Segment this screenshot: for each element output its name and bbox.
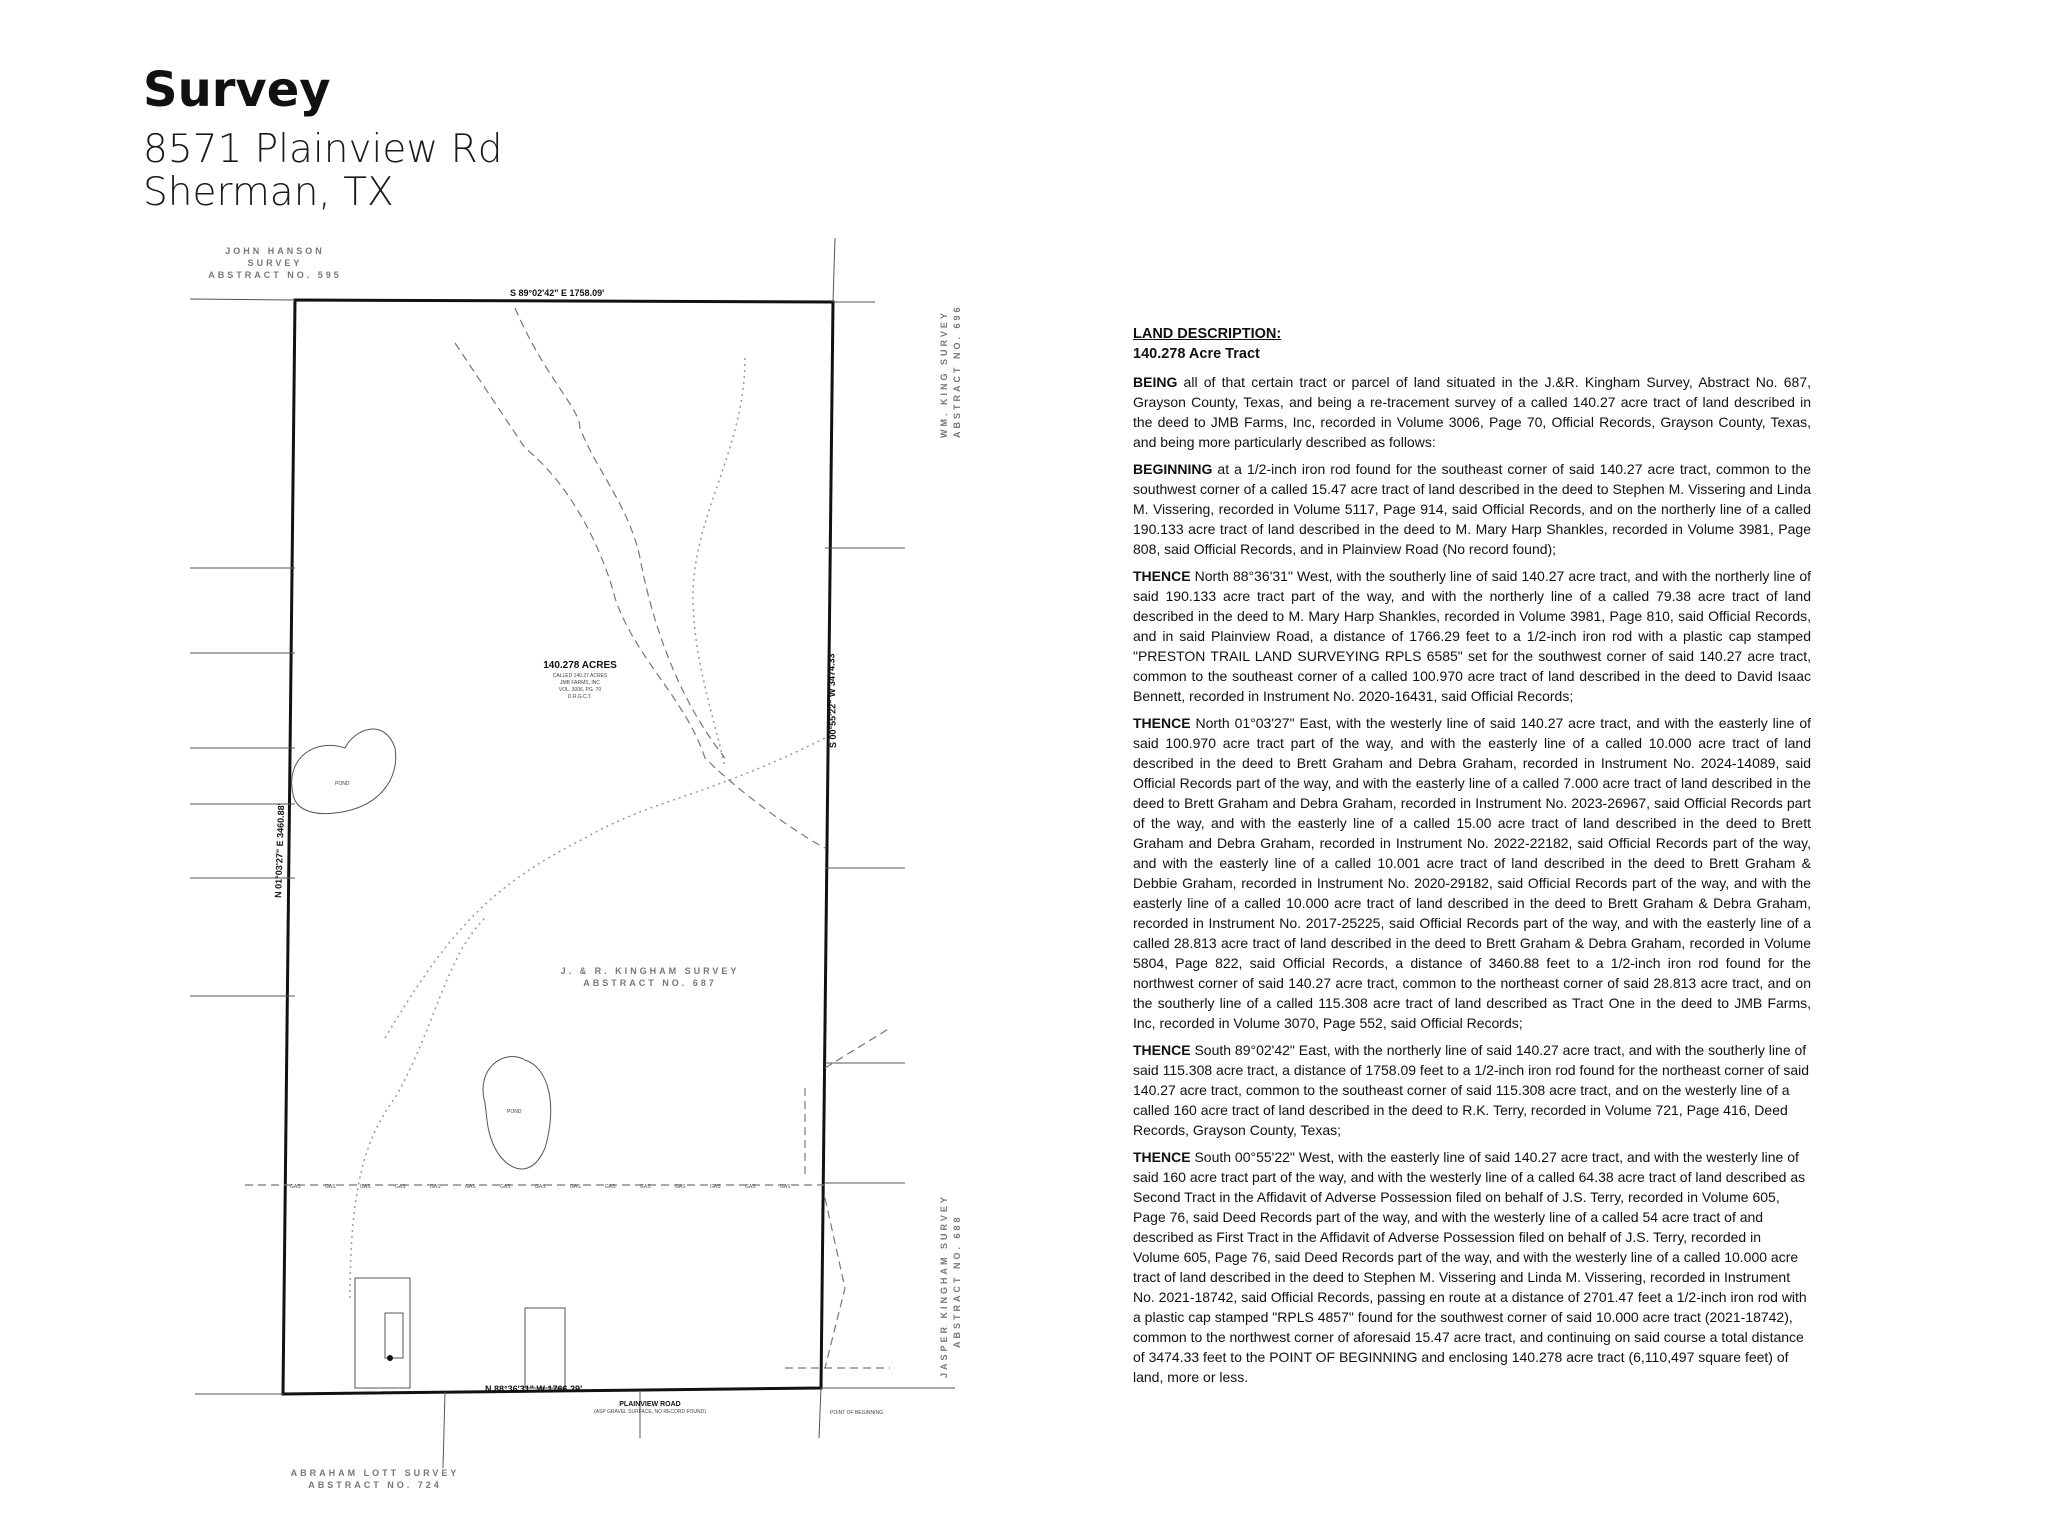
survey-label-john-hanson [208, 246, 342, 280]
svg-text:ABSTRACT NO. 595: ABSTRACT NO. 595 [208, 270, 342, 280]
svg-text:GAS: GAS [745, 1184, 756, 1190]
svg-text:GAS: GAS [360, 1184, 371, 1190]
address-city: Sherman, TX [143, 170, 394, 215]
svg-text:J. & R. KINGHAM SURVEY: J. & R. KINGHAM SURVEY [560, 966, 740, 976]
svg-text:GAS: GAS [325, 1184, 336, 1190]
bearing-south: N 88°36'31" W 1766.29' [485, 1384, 583, 1394]
address-street: 8571 Plainview Rd [143, 127, 503, 172]
point-of-beginning-label: POINT OF BEGINNING [830, 1410, 883, 1416]
paragraph-being: BEING all of that certain tract or parcel of land situated in the J.&R. Kingham Survey, Abstract No. 687, Grayson County, Texas, and being a re-tracement survey of a called 140.27 acre tract of land described in the deed to JMB Farms, Inc, recorded in Volume 3006, Page 70, Official Records, Grayson County, Texas, and being more particularly described as follows: [1133, 374, 1811, 450]
property-address [143, 128, 503, 214]
tract-acres-label: 140.278 ACRES [543, 660, 617, 671]
svg-text:GAS: GAS [605, 1184, 616, 1190]
tract-sub-labels [553, 673, 608, 700]
svg-text:JOHN HANSON: JOHN HANSON [225, 246, 325, 256]
svg-text:SURVEY: SURVEY [247, 258, 303, 268]
svg-text:ABRAHAM LOTT SURVEY: ABRAHAM LOTT SURVEY [290, 1468, 460, 1478]
svg-text:ABSTRACT NO. 696: ABSTRACT NO. 696 [952, 304, 962, 438]
survey-label-jasper-kingham [939, 1194, 962, 1378]
svg-text:GAS: GAS [290, 1184, 301, 1190]
paragraph-thence-3: THENCE South 89°02'42" East, with the northerly line of said 140.27 acre tract, and with the southerly line of said 115.308 acre tract, a distance of 1758.09 feet to a 1/2-inch iron rod found for the northeast corner of said 140.27 acre tract, common to the southeast corner of said 115.308 acre tract, and on the westerly line of a called 160 acre tract of land described in the deed to R.K. Terry, recorded in Volume 721, Page 416, Deed Records, Grayson County, Texas; [1133, 1042, 1810, 1138]
land-description-subheading: 140.278 Acre Tract [1133, 346, 1260, 362]
svg-text:JMB FARMS, INC: JMB FARMS, INC [559, 680, 601, 686]
svg-text:CALLED 140.27 ACRES: CALLED 140.27 ACRES [552, 673, 608, 679]
paragraph-thence-2: THENCE North 01°03'27" East, with the westerly line of said 140.27 acre tract, and with the easterly line of said 100.970 acre tract part of the way, and with the easterly line of a called 10.000 acre tract of land described in the deed to Brett Graham and Debra Graham, recorded in Instrument No. 2024-14089, said Official Records part of the way, and with the easterly line of a called 7.000 acre tract of land described in the deed to Brett Graham and Debra Graham, recorded in Instrument No. 2023-26967, said Official Records part of the way, and with the easterly line of a called 15.00 acre tract of land described in the deed to Brett Graham and Debra Graham, recorded in Instrument No. 2022-22182, said Official Records part of the way, and with the easterly line of a called 10.001 acre tract of land described in the deed to Brett Graham & Debbie Graham, recorded in Instrument No. 2020-29182, said Official Records part of the way, and with the easterly line of a called 10.000 acre tract of land described in the deed to Brett Graham & Debra Graham, recorded in Instrument No. 2017-25225, said Official Records part of the way, and with the easterly line of a called 28.813 acre tract of land described in the deed to Brett Graham & Debra Graham, recorded in Volume 5804, Page 822, said Official Records, a distance of 3460.88 feet to a 1/2-inch iron rod found for the northwest corner of said 140.27 acre tract, common to the northeast corner of said 28.813 acre tract, and on the southerly line of a called 115.308 acre tract of land described as Tract One in the deed to JMB Farms, Inc, recorded in Volume 3070, Page 552, said Official Records; [1133, 715, 1811, 1031]
svg-text:ABSTRACT NO. 687: ABSTRACT NO. 687 [583, 978, 717, 988]
gas-line-labels [290, 1184, 791, 1190]
svg-text:POND: POND [335, 781, 350, 787]
svg-text:GAS: GAS [710, 1184, 721, 1190]
svg-text:WM. KING SURVEY: WM. KING SURVEY [939, 310, 949, 438]
tract-boundary [283, 300, 833, 1394]
svg-text:GAS: GAS [465, 1184, 476, 1190]
road-name: PLAINVIEW ROAD [619, 1401, 681, 1408]
road-note: (ASP GRAVEL SURFACE, NO RECORD FOUND) [594, 1409, 706, 1415]
survey-plat-drawing [185, 238, 975, 1508]
pond-north [292, 729, 396, 814]
svg-text:GAS: GAS [640, 1184, 651, 1190]
svg-text:ABSTRACT NO. 724: ABSTRACT NO. 724 [308, 1480, 442, 1490]
svg-text:GAS: GAS [675, 1184, 686, 1190]
paragraph-thence-4: THENCE South 00°55'22" West, with the easterly line of said 140.27 acre tract, and with the westerly line of said 160 acre tract part of the way, and with the westerly line of a called 64.38 acre tract of land described as Second Tract in the Affidavit of Adverse Possession filed on behalf of J.S. Terry, recorded in Volume 605, Page 76, said Deed Records part of the way, and with the westerly line of a called 54 acre tract of and described as First Tract in the Affidavit of Adverse Possession filed on behalf of J.S. Terry, recorded in Volume 605, Page 76, said Deed Records part of the way, and with the westerly line of a called 10.000 acre tract of land described in the deed to Stephen M. Vissering and Linda M. Vissering, recorded in Instrument No. 2021-18742, said Official Records, passing en route at a distance of 2701.47 feet a 1/2-inch iron rod with a plastic cap stamped "RPLS 4857" found for the southwest corner of said 10.000 acre tract (2021-18742), common to the northwest corner of aforesaid 15.47 acre tract, and continuing on said course a total distance of 3474.33 feet to the POINT OF BEGINNING and enclosing 140.278 acre tract (6,110,497 square feet) of land, more or less. [1133, 1149, 1807, 1385]
bearing-east: S 00°55'22" W 3474.33' [826, 651, 838, 749]
svg-text:D.R.G.C.T.: D.R.G.C.T. [567, 694, 593, 700]
svg-text:GAS: GAS [430, 1184, 441, 1190]
svg-text:GAS: GAS [570, 1184, 581, 1190]
land-description [1133, 324, 1811, 1394]
svg-text:POND: POND [507, 1109, 522, 1115]
survey-label-wm-king [939, 304, 962, 438]
svg-text:GAS: GAS [500, 1184, 511, 1190]
svg-text:GAS: GAS [535, 1184, 546, 1190]
bearing-north: S 89°02'42" E 1758.09' [510, 288, 605, 298]
paragraph-beginning: BEGINNING at a 1/2-inch iron rod found for the southeast corner of said 140.27 acre tract, common to the southwest corner of a called 15.47 acre tract of land described in the deed to Stephen M. Vissering and Linda M. Vissering, recorded in Volume 5117, Page 914, said Official Records, and on the northerly line of a called 190.133 acre tract of land described in the deed to M. Mary Harp Shankles, recorded in Volume 3981, Page 808, said Official Records, and in Plainview Road (No record found); [1133, 461, 1811, 557]
svg-text:VOL. 3006, PG. 70: VOL. 3006, PG. 70 [558, 687, 602, 693]
svg-text:JASPER KINGHAM SURVEY: JASPER KINGHAM SURVEY [939, 1194, 949, 1378]
svg-text:ABSTRACT NO. 688: ABSTRACT NO. 688 [952, 1214, 962, 1348]
svg-text:GAS: GAS [395, 1184, 406, 1190]
survey-label-kingham [561, 966, 740, 988]
svg-text:GAS: GAS [780, 1184, 791, 1190]
page-title: Survey [143, 62, 331, 118]
survey-label-abraham-lott [291, 1468, 460, 1490]
bearing-west: N 01°03'27" E 3460.88' [273, 803, 287, 899]
land-description-heading: LAND DESCRIPTION: [1133, 326, 1282, 342]
paragraph-thence-1: THENCE North 88°36'31" West, with the southerly line of said 140.27 acre tract, and with the northerly line of said 190.133 acre tract part of the way, and with the northerly line of a called 79.38 acre tract of land described in the deed to M. Mary Harp Shankles, recorded in Volume 3981, Page 810, said Official Records, and in said Plainview Road, a distance of 1766.29 feet to a 1/2-inch iron rod with a plastic cap stamped "PRESTON TRAIL LAND SURVEYING RPLS 6585" set for the southwest corner of said 140.27 acre tract, common to the southeast corner of a called 100.970 acre tract of land described in the deed to David Isaac Bennett, recorded in Instrument No. 2020-16431, said Official Records; [1133, 568, 1811, 704]
